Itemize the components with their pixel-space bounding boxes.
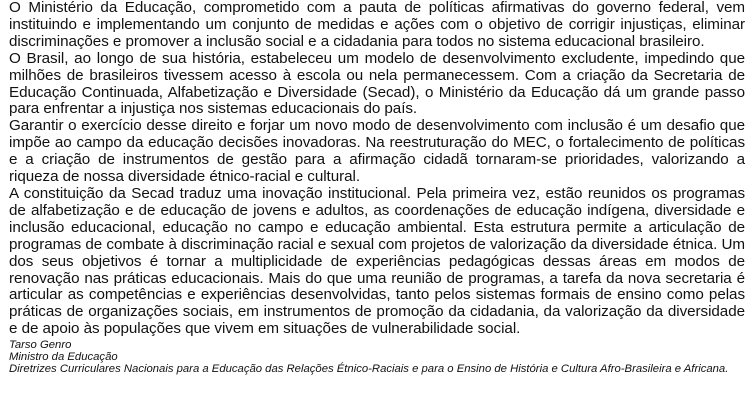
- paragraph-1: O Ministério da Educação, comprometido com a pauta de políticas afirmativas do governo federal, vem instituindo e implementando um conjunto de medidas e ações com o objetivo de corrigir injustiças, eliminar discriminações e promover a inclusão social e a cidadania para todos no sistema educacional brasileiro.: [9, 0, 745, 50]
- author-name: Tarso Genro: [9, 339, 72, 352]
- paragraph-4: A constituição da Secad traduz uma inovação institucional. Pela primeira vez, estão reunidos os programas de alfabetização e de educação de jovens e adultos, as coordenações de educação indígena, diversidade e inclusão educacional, educação no campo e educação ambiental. Esta estrutura permite a articulação de programas de combate à discriminação racial e sexual com projetos de valorização da diversidade étnica. Um dos seus objetivos é tornar a multiplicidade de experiências pedagógicas dessas áreas em modos de renovação nas práticas educacionais. Mais do que uma reunião de programas, a tarefa da nova secretaria é articular as competências e experiências desenvolvidas, tanto pelos sistemas formais de ensino como pelas práticas de organizações sociais, em instrumentos de promoção da cidadania, da valorização da diversidade e de apoio às populações que vivem em situações de vulnerabilidade social.: [9, 184, 745, 338]
- source-citation: Diretrizes Curriculares Nacionais para a Educação das Relações Étnico-Raciais e para o Ensino de História e Cultura Afro-Brasileira e Africana.: [9, 363, 729, 376]
- document-body: [9, 0, 745, 375]
- credits-block: [9, 339, 745, 375]
- author-role: Ministro da Educação: [9, 351, 118, 364]
- paragraph-3: Garantir o exercício desse direito e forjar um novo modo de desenvolvimento com inclusão é um desafio que impõe ao campo da educação decisões inovadoras. Na reestruturação do MEC, o fortalecimento de políticas e a criação de instrumentos de gestão para a afirmação cidadã tornaram-se prioridades, valorizando a riqueza de nossa diversidade étnico-racial e cultural.: [9, 117, 745, 186]
- paragraph-2: O Brasil, ao longo de sua história, estabeleceu um modelo de desenvolvimento excludente, impedindo que milhões de brasileiros tivessem acesso à escola ou nela permanecessem. Com a criação da Secretaria de Educação Continuada, Alfabetização e Diversidade (Secad), o Ministério da Educação dá um grande passo para enfrentar a injustiça nos sistemas educacionais do país.: [9, 49, 745, 118]
